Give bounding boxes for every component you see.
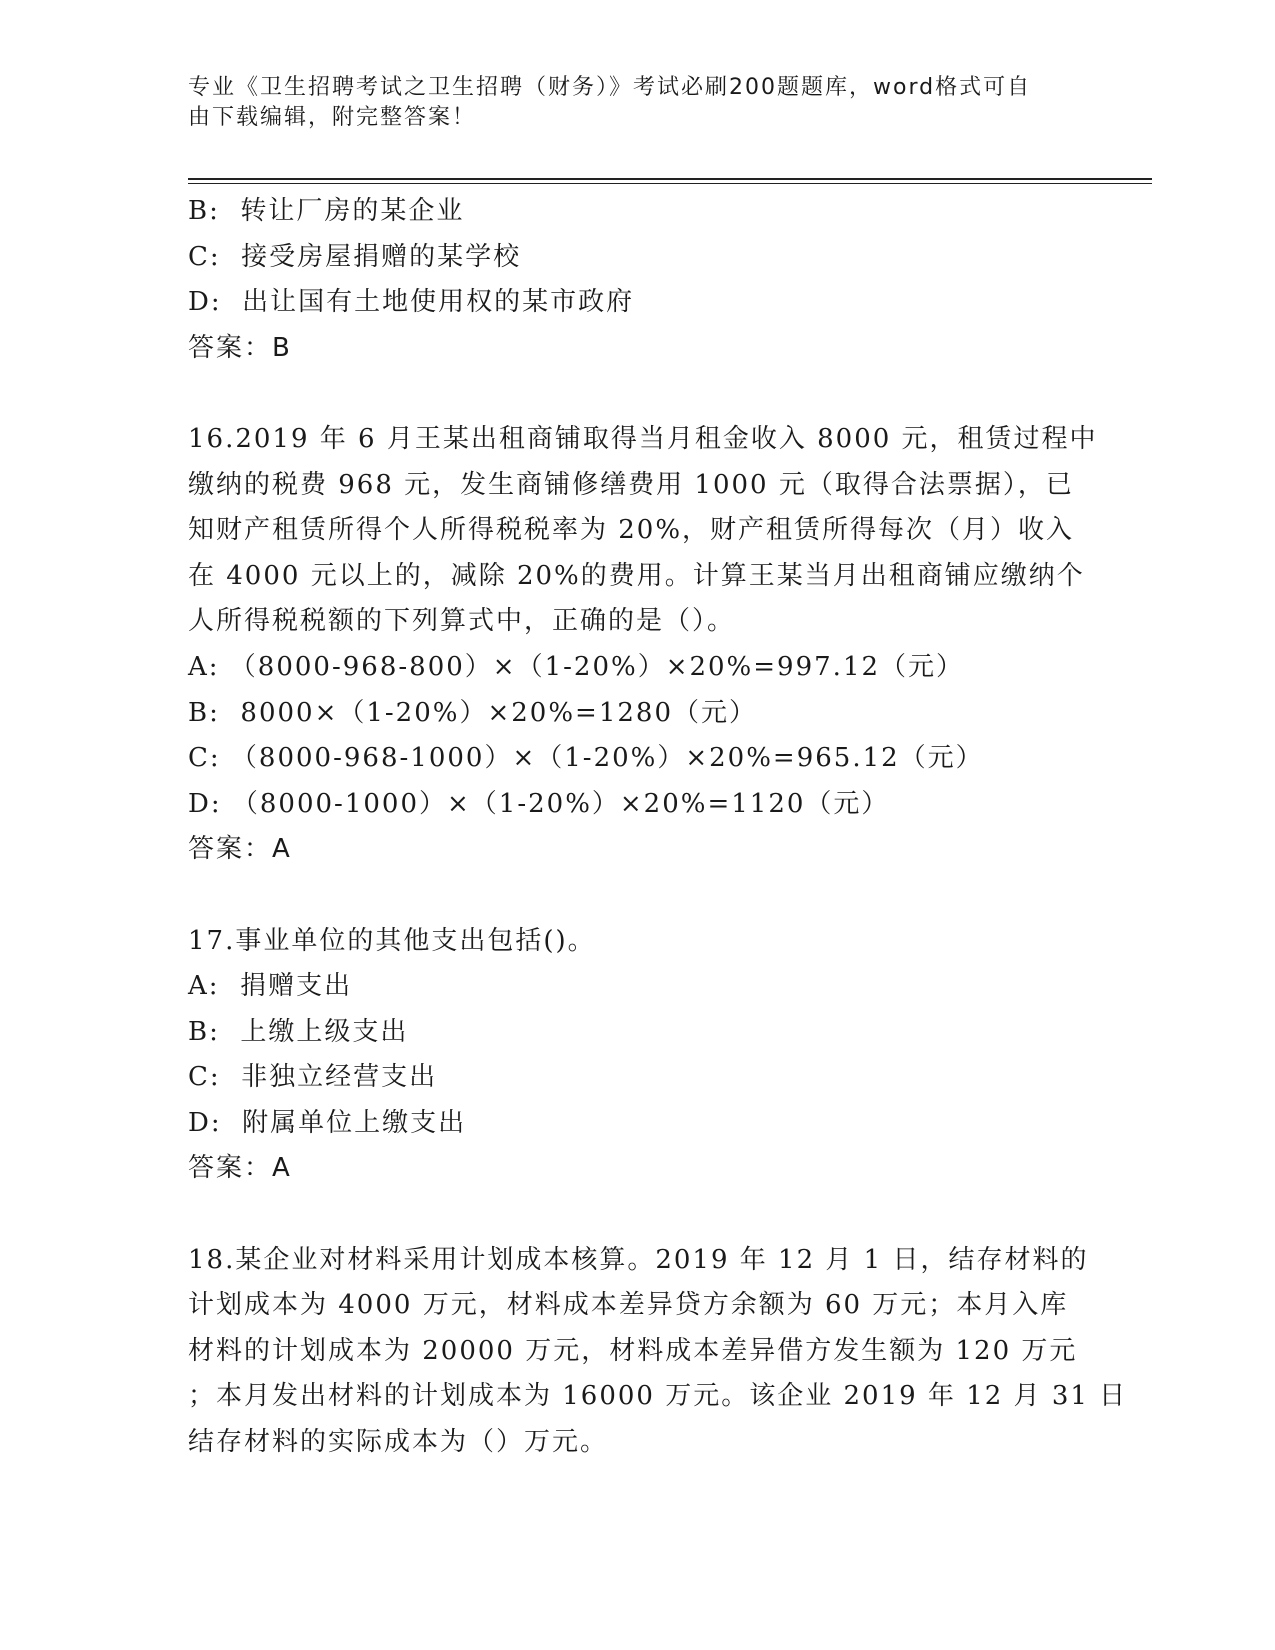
answer-line: 答案：A xyxy=(188,834,292,865)
option-a: A: （8000-968-800）×（1-20%）×20%=997.12（元） xyxy=(188,651,965,682)
question-18 xyxy=(188,1238,1128,1466)
question-stem-line: 16.2019 年 6 月王某出租商铺取得当月租金收入 8000 元，租赁过程中 xyxy=(188,423,1098,454)
question-stem-line: 人所得税税额的下列算式中，正确的是（）。 xyxy=(188,606,736,637)
answer-line: 答案：A xyxy=(188,1153,292,1184)
header-divider-thin xyxy=(188,183,1152,184)
question-content xyxy=(188,189,1128,1466)
spacer xyxy=(188,1192,1088,1238)
question-stem-line: 知财产租赁所得个人所得税税率为 20%，财产租赁所得每次（月）收入 xyxy=(188,515,1075,546)
answer-line: 答案：B xyxy=(188,332,292,363)
option-b: B: 8000×（1-20%）×20%=1280（元） xyxy=(188,697,757,728)
spacer xyxy=(188,873,1088,919)
header-line-2: 由下载编辑，附完整答案！ xyxy=(188,105,477,130)
question-stem-line: ；本月发出材料的计划成本为 16000 万元。该企业 2019 年 12 月 31 日 xyxy=(188,1381,1128,1412)
question-stem-line: 17.事业单位的其他支出包括()。 xyxy=(188,925,596,956)
spacer xyxy=(188,371,1088,417)
option-b: B: 上缴上级支出 xyxy=(188,1016,409,1047)
option-b: B: 转让厂房的某企业 xyxy=(188,196,465,226)
question-stem-line: 缴纳的税费 968 元，发生商铺修缮费用 1000 元（取得合法票据），已 xyxy=(188,469,1074,500)
question-stem-line: 结存材料的实际成本为（）万元。 xyxy=(188,1427,609,1458)
question-stem-line: 在 4000 元以上的，减除 20%的费用。计算王某当月出租商铺应缴纳个 xyxy=(188,560,1085,591)
document-header xyxy=(188,73,1088,133)
option-d: D: 附属单位上缴支出 xyxy=(188,1107,467,1138)
question-15-remainder xyxy=(188,189,1088,371)
option-c: C: 非独立经营支出 xyxy=(188,1062,438,1093)
header-divider-thick xyxy=(188,178,1152,180)
question-stem-line: 18.某企业对材料采用计划成本核算。2019 年 12 月 1 日，结存材料的 xyxy=(188,1244,1089,1275)
option-d: D: 出让国有土地使用权的某市政府 xyxy=(188,287,635,318)
question-16 xyxy=(188,417,1098,873)
question-stem-line: 计划成本为 4000 万元，材料成本差异贷方余额为 60 万元；本月入库 xyxy=(188,1290,1069,1321)
header-line-1: 专业《卫生招聘考试之卫生招聘（财务）》考试必刷200题题库，word格式可自 xyxy=(188,75,1032,100)
option-c: C: （8000-968-1000）×（1-20%）×20%=965.12（元） xyxy=(188,743,984,774)
option-a: A: 捐赠支出 xyxy=(188,971,353,1002)
question-stem-line: 材料的计划成本为 20000 万元，材料成本差异借方发生额为 120 万元 xyxy=(188,1335,1078,1366)
option-d: D: （8000-1000）×（1-20%）×20%=1120（元） xyxy=(188,788,890,819)
option-c: C: 接受房屋捐赠的某学校 xyxy=(188,241,522,272)
question-17 xyxy=(188,919,1088,1193)
